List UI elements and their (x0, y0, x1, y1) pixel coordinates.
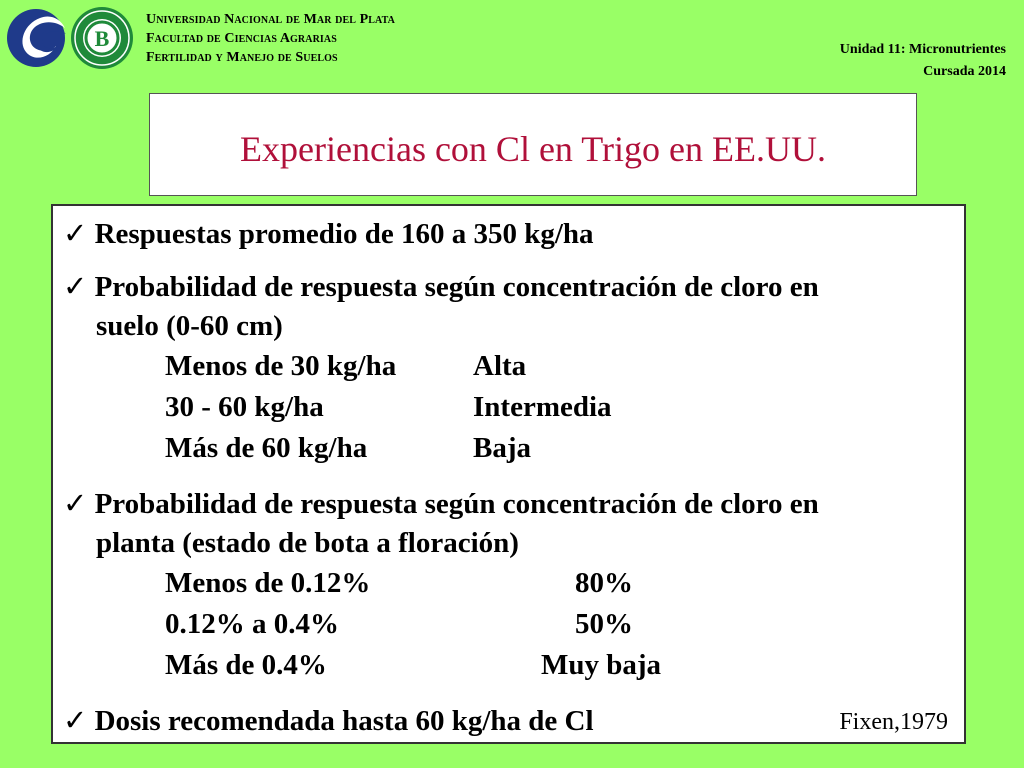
plant-range: Menos de 0.12% (165, 567, 371, 599)
soil-range: 30 - 60 kg/ha (165, 391, 324, 423)
slide-title: Experiencias con Cl en Trigo en EE.UU. (240, 128, 826, 169)
course-name: Fertilidad y Manejo de Suelos (146, 50, 338, 65)
bullet-1 (63, 216, 594, 251)
soil-range: Menos de 30 kg/ha (165, 350, 397, 382)
content-box (51, 204, 966, 744)
title-box (149, 93, 917, 196)
faculty-seal-icon (70, 6, 134, 70)
check-icon: ✓ (63, 218, 88, 250)
soil-range: Más de 60 kg/ha (165, 432, 368, 464)
bullet-text: Probabilidad de respuesta según concentración de cloro en (94, 271, 819, 303)
bullet-4 (63, 703, 594, 738)
soil-probability: Baja (473, 432, 531, 464)
plant-probability: 80% (575, 567, 633, 599)
plant-range: Más de 0.4% (165, 649, 327, 681)
unit-name: Unidad 11: Micronutrientes (839, 42, 1006, 57)
university-name: Universidad Nacional de Mar del Plata (146, 12, 395, 27)
check-icon: ✓ (63, 705, 88, 737)
check-icon: ✓ (63, 271, 88, 303)
check-icon: ✓ (63, 488, 88, 520)
term: Cursada 2014 (923, 64, 1006, 79)
plant-range: 0.12% a 0.4% (165, 608, 339, 640)
plant-probability: Muy baja (541, 649, 662, 681)
plant-probability: 50% (575, 608, 633, 640)
institution-header (146, 10, 395, 67)
soil-probability: Alta (473, 350, 527, 382)
bullet-2 (63, 269, 819, 304)
seal-letter: B (94, 26, 110, 51)
bullet-3 (63, 486, 819, 521)
bullet-text: Respuestas promedio de 160 a 350 kg/ha (94, 218, 594, 250)
bullet-2-continuation: suelo (0-60 cm) (96, 310, 283, 342)
faculty-name: Facultad de Ciencias Agrarias (146, 31, 337, 46)
bullet-text: Probabilidad de respuesta según concentración de cloro en (94, 488, 819, 520)
citation: Fixen,1979 (839, 709, 948, 735)
soil-probability: Intermedia (473, 391, 612, 423)
bullet-3-continuation: planta (estado de bota a floración) (96, 527, 519, 559)
unit-info (840, 39, 1006, 83)
bullet-text: Dosis recomendada hasta 60 kg/ha de Cl (94, 705, 594, 737)
university-logo-icon (6, 6, 66, 70)
